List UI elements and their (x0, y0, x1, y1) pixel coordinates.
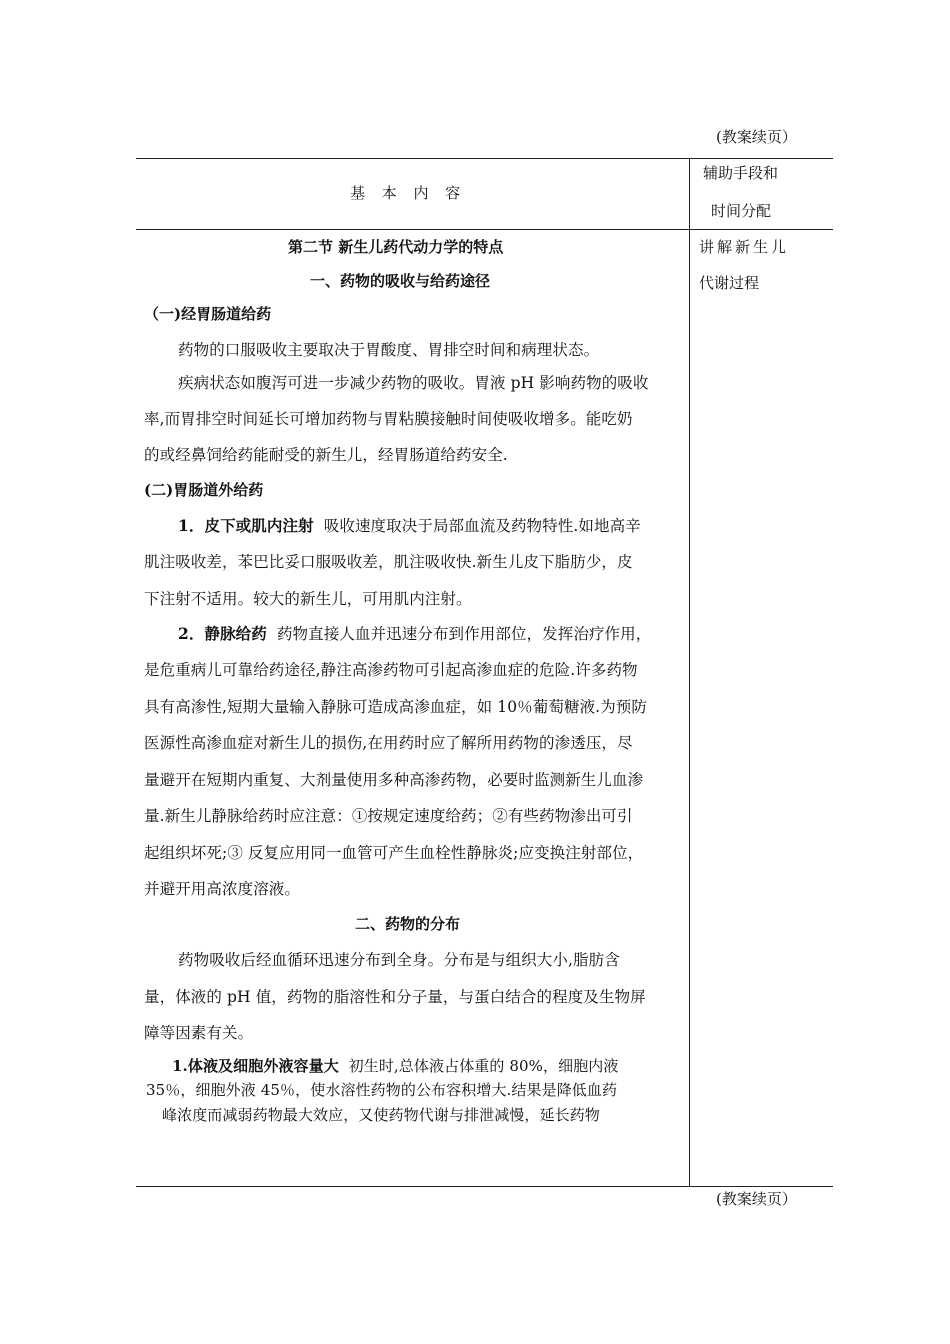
paragraph-line (178, 622, 651, 644)
subheading-parenteral-route: (二)胃肠道外给药 (144, 481, 264, 499)
paragraph-line: 是危重病儿可靠给药途径,静注高渗药物可引起高渗血症的危险.许多药物 (144, 661, 638, 679)
subheading-gi-route: （一)经胃肠道给药 (144, 305, 272, 323)
paragraph-line: 药物吸收后经血循环迅速分布到全身。分布是与组织大小,脂肪含 (178, 951, 620, 969)
paragraph-line: 具有高渗性,短期大量输入静脉可造成高渗血症，如 10％葡萄糖液.为预防 (144, 698, 648, 716)
paragraph-line: 医源性高渗血症对新生儿的损伤,在用药时应了解所用药物的渗透压，尽 (144, 734, 633, 752)
side-column-header-line2: 时间分配 (711, 202, 772, 220)
paragraph-line: 35％，细胞外液 45％，使水溶性药物的公布容积增大.结果是降低血药 (146, 1081, 618, 1099)
paragraph-line: 药物的口服吸收主要取决于胃酸度、胃排空时间和病理状态。 (178, 341, 600, 359)
paragraph-line (172, 1055, 619, 1076)
paragraph-line: 并避开用高浓度溶液。 (144, 880, 301, 898)
item-label-iv: 2．静脉给药 (178, 624, 267, 643)
continuation-note-top: (教案续页） (716, 128, 797, 146)
side-column-header-line1: 辅助手段和 (703, 164, 779, 182)
paragraph-line: 疾病状态如腹泻可进一步减少药物的吸收。胃液 pH 影响药物的吸收 (178, 374, 649, 392)
paragraph-text: 药物直接人血并迅速分布到作用部位，发挥治疗作用， (276, 625, 652, 643)
continuation-note-bottom: (教案续页） (716, 1190, 797, 1208)
side-note-line1: 讲解新生儿 (699, 238, 790, 256)
main-column-header: 基 本 内 容 (350, 184, 467, 202)
paragraph-text: 初生时,总体液占体重的 80%，细胞内液 (348, 1057, 619, 1075)
table-bottom-border (136, 1186, 833, 1187)
paragraph-line: 下注射不适用。较大的新生儿，可用肌内注射。 (144, 590, 472, 608)
item-label-body-fluid: 1.体液及细胞外液容量大 (172, 1057, 339, 1075)
paragraph-line: 的或经鼻饲给药能耐受的新生儿，经胃肠道给药安全. (144, 446, 508, 464)
paragraph-line: 量避开在短期内重复、大剂量使用多种高渗药物，必要时监测新生儿血渗 (144, 771, 644, 789)
item-label-injection: 1．皮下或肌内注射 (178, 516, 314, 535)
heading-absorption: 一、药物的吸收与给药途径 (310, 272, 491, 290)
heading-distribution: 二、药物的分布 (355, 915, 461, 933)
paragraph-line: 峰浓度而减弱药物最大效应，又使药物代谢与排泄减慢，延长药物 (162, 1106, 600, 1124)
paragraph-line: 肌注吸收差，苯巴比妥口服吸收差，肌注吸收快.新生儿皮下脂肪少，皮 (144, 553, 633, 571)
paragraph-line (178, 514, 641, 536)
paragraph-line: 率,而胃排空时间延长可增加药物与胃粘膜接触时间使吸收增多。能吃奶 (144, 410, 633, 428)
table-header-divider (136, 229, 833, 230)
table-column-divider (689, 158, 690, 1187)
table-top-border (136, 158, 833, 159)
side-note-line2: 代谢过程 (699, 274, 760, 292)
paragraph-line: 量，体液的 pH 值，药物的脂溶性和分子量，与蛋白结合的程度及生物屏 (144, 988, 646, 1006)
paragraph-text: 吸收速度取决于局部血流及药物特性.如地高辛 (323, 517, 641, 535)
section-title: 第二节 新生儿药代动力学的特点 (288, 238, 504, 256)
paragraph-line: 障等因素有关。 (144, 1024, 254, 1042)
paragraph-line: 量.新生儿静脉给药时应注意：①按规定速度给药；②有些药物渗出可引 (144, 807, 633, 825)
paragraph-line: 起组织坏死;③ 反复应用同一血管可产生血栓性静脉炎;应变换注射部位， (144, 844, 644, 862)
